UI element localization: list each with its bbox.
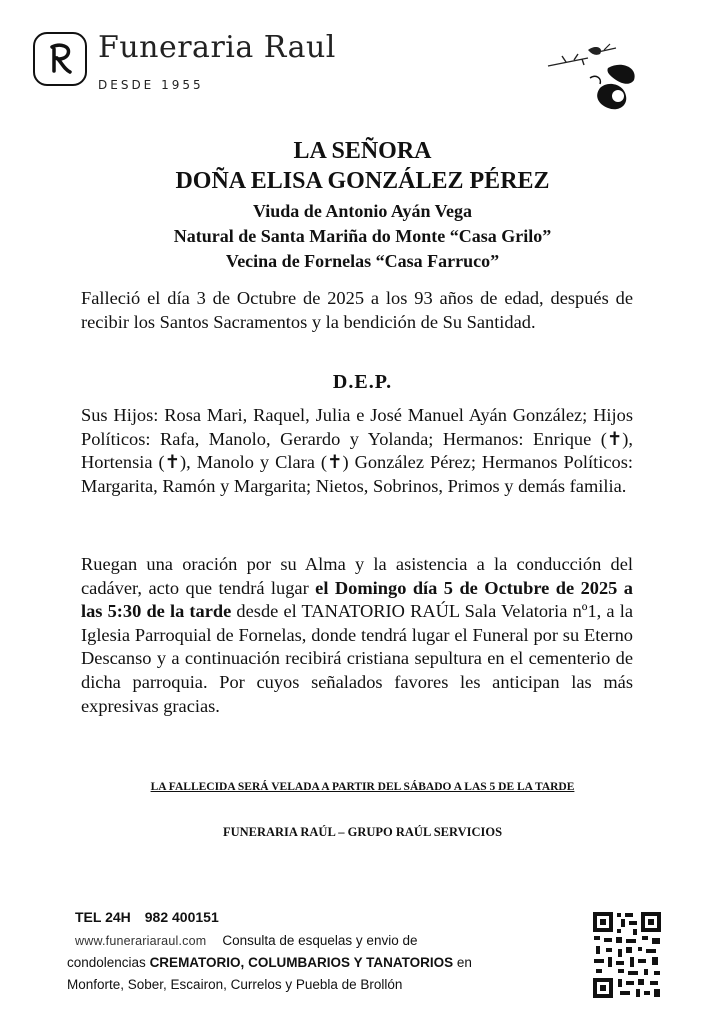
bird-with-flowers-icon (538, 38, 648, 116)
brand-name: Funeraria Raul (98, 30, 336, 65)
death-paragraph: Falleció el día 3 de Octubre de 2025 a los 93 años de edad, después de recibir los Santos Sacramentos y la bendición de Su Santidad. (81, 288, 633, 332)
notice-title-line1: LA SEÑORA (293, 138, 432, 164)
notice-subtitle-widow: Viuda de Antonio Ayán Vega (252, 201, 473, 221)
website-link[interactable]: www.funerariaraul.com (75, 934, 207, 948)
qr-code-icon[interactable] (592, 911, 662, 999)
notice-subtitle-resident: Vecina de Fornelas “Casa Farruco” (225, 251, 500, 271)
services-text: CREMATORIO, COLUMBARIOS Y TANATORIOS (149, 955, 454, 970)
condolences-row (67, 955, 472, 970)
condolences-text: condolencias (67, 955, 150, 970)
brand-since: DESDE 1955 (98, 78, 204, 92)
ceremony-intro: Ruegan una oración por su Alma y la asistencia a la conducción del cadáver, acto que tendrá lugar (81, 554, 633, 598)
notice-title-name: DOÑA ELISA GONZÁLEZ PÉREZ (175, 168, 550, 194)
dep-heading: D.E.P. (332, 371, 393, 393)
logo-mark (33, 32, 87, 86)
locations-text: Monforte, Sober, Escairon, Currelos y Puebla de Brollón (67, 977, 403, 992)
group-name: FUNERARIA RAÚL – GRUPO RAÚL SERVICIOS (222, 825, 503, 839)
vigil-note: LA FALLECIDA SERÁ VELADA A PARTIR DEL SÁBADO A LAS 5 DE LA TARDE (150, 781, 575, 793)
en-text: en (453, 955, 472, 970)
ceremony-details: desde el TANATORIO RAÚL Sala Velatoria nº1, a la Iglesia Parroquial de Fornelas, donde tendrá lugar el Funeral por su Eterno Descanso y a continuación recibirá cristiana sepultura en el cementerio de dicha parroquia. Por cuyos señalados favores les anticipan las más expresivas gracias. (81, 601, 633, 716)
ceremony-paragraph (81, 553, 633, 718)
phone-row (75, 909, 233, 925)
family-paragraph: Sus Hijos: Rosa Mari, Raquel, Julia e José Manuel Ayán González; Hijos Políticos: Rafa, Manolo, Gerardo y Yolanda; Hermanos: Enrique (✝), Hortensia (✝), Manolo y Clara (✝) González Pérez; Hermanos Políticos: Margarita, Ramón y Margarita; Nietos, Sobrinos, Primos y demás familia. (81, 405, 633, 496)
logo-r-icon (40, 39, 80, 79)
phone-number[interactable]: 982 400151 (144, 909, 219, 925)
notice-subtitle-native: Natural de Santa Mariña do Monte “Casa Grilo” (173, 226, 552, 246)
phone-label: TEL 24H (75, 909, 131, 925)
website-row (75, 933, 417, 948)
consult-text: Consulta de esquelas y envio de (222, 933, 418, 948)
ceremony-datetime: el Domingo día 5 de Octubre de 2025 a las 5:30 de la tarde (81, 577, 634, 622)
